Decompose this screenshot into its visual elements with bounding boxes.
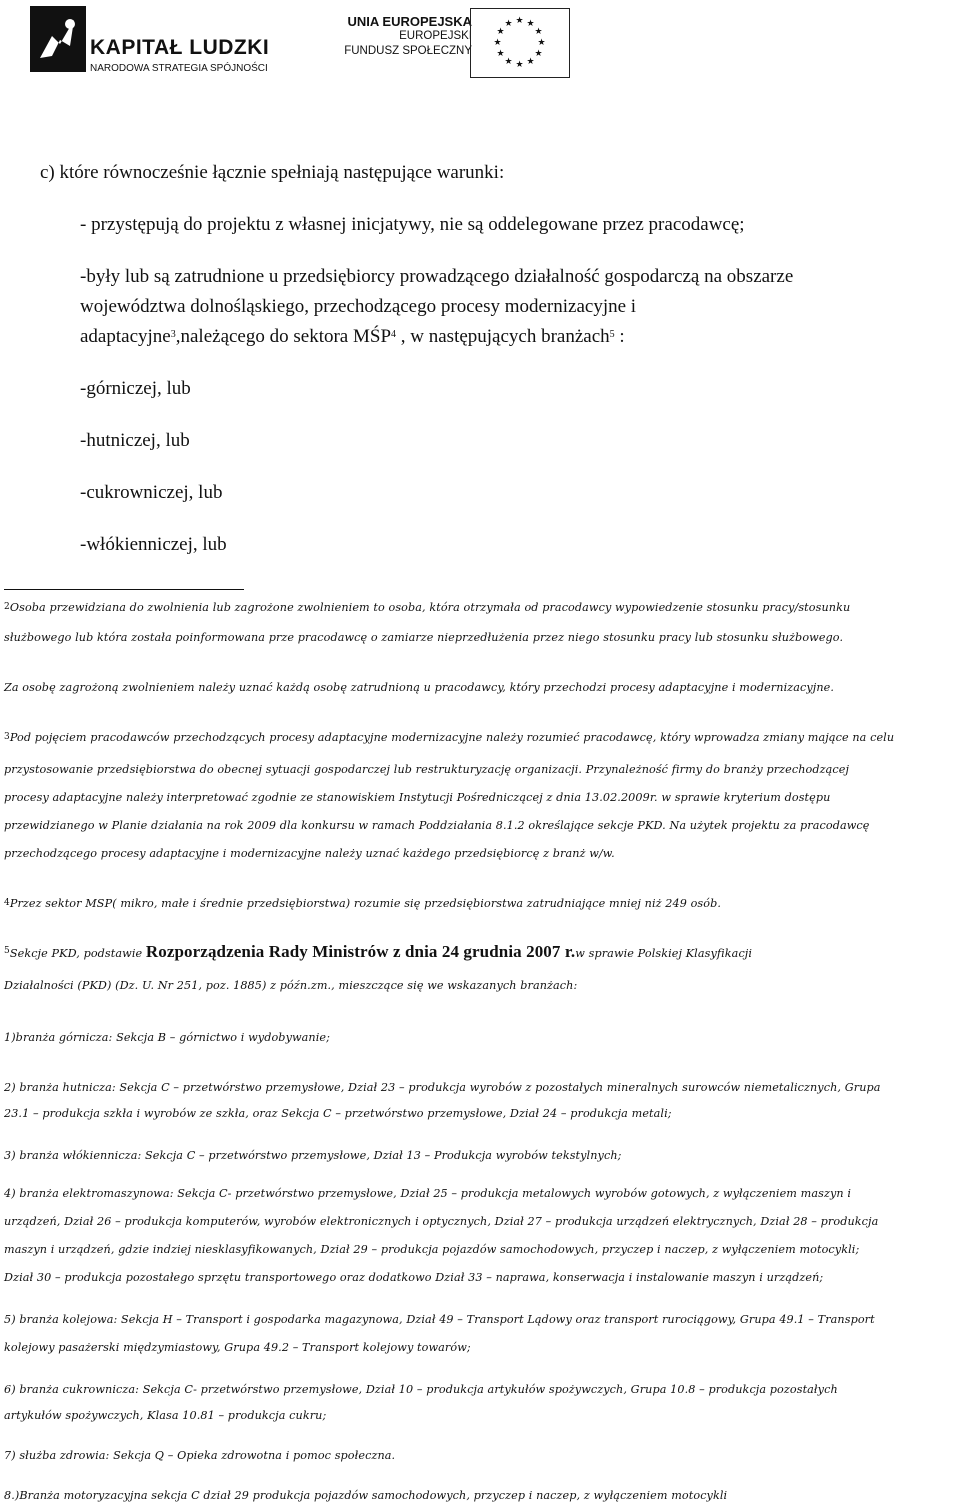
- kapital-ludzki-subtitle: NARODOWA STRATEGIA SPÓJNOŚCI: [90, 63, 268, 74]
- svg-text:★: ★: [534, 27, 543, 37]
- svg-text:★: ★: [537, 38, 546, 48]
- branch-mining: -górniczej, lub: [80, 378, 191, 399]
- branch-item-5-line-a: 5) branża kolejowa: Sekcja H – Transport i gospodarka magazynowa, Dział 49 – Transport Lądowy oraz transport rurociągowy, Grupa 49.1 – Transport: [4, 1313, 875, 1326]
- branch-item-4-line-a: 4) branża elektromaszynowa: Sekcja C- przetwórstwo przemysłowe, Dział 25 – produkcja metalowych wyrobów gotowych, z wyłączeniem maszyn i: [4, 1187, 852, 1200]
- kapital-ludzki-logo: [30, 6, 270, 76]
- eu-line-1: UNIA EUROPEJSKA: [347, 14, 472, 29]
- branch-item-5-line-b: kolejowy pasażerski międzymiastowy, Grupa 49.2 – Transport kolejowy towarów;: [4, 1341, 471, 1354]
- condition-c-heading: c) które równocześnie łącznie spełniają następujące warunki:: [40, 162, 505, 183]
- footnote-3-line-5: przechodzącego procesy adaptacyjne i modernizacyjne należy uznać każdego przedsiębiorcę z branż w/w.: [4, 847, 615, 860]
- kapital-ludzki-emblem: [30, 6, 86, 72]
- branch-item-2-line-b: 23.1 – produkcja szkła i wyrobów ze szkła, oraz Sekcja C – przetwórstwo przemysłowe, Dział 24 – produkcja metali;: [4, 1107, 672, 1120]
- footnote-2-line-1: $^2$Osoba przewidziana do zwolnienia lub zagrożone zwolnieniem to osoba, która otrzymała od pracodawcy wypowiedzenie stosunku pracy/stosunku: [4, 601, 851, 614]
- footnote-separator: [4, 589, 244, 590]
- footnote-3-line-1: $^3$Pod pojęciem pracodawców przechodzących procesy adaptacyjne modernizacyjne należy rozumieć pracodawcę, który wprowadza zmiany mające na celu: [4, 731, 895, 744]
- footnote-ref-4[interactable]: 4: [391, 329, 397, 340]
- svg-text:★: ★: [526, 19, 535, 29]
- branch-item-7: 7) służba zdrowia: Sekcja Q – Opieka zdrowotna i pomoc społeczna.: [4, 1449, 396, 1462]
- footnote-3-line-2: przystosowanie przedsiębiorstwa do obecnej sytuacji gospodarczej lub restrukturyzację organizacji. Przynależność firmy do branży przechodzącej: [4, 763, 850, 776]
- eu-flag-icon: [470, 8, 570, 78]
- kapital-ludzki-title: KAPITAŁ LUDZKI: [90, 36, 270, 59]
- footnote-5-line-2: Działalności (PKD) (Dz. U. Nr 251, poz. 1885) z późn.zm., mieszczące się we wskazanych branżach:: [4, 979, 578, 992]
- branch-item-2-line-a: 2) branża hutnicza: Sekcja C – przetwórstwo przemysłowe, Dział 23 – produkcja wyrobów z pozostałych mineralnych surowców niemetalicznych, Grupa: [4, 1081, 881, 1094]
- branch-item-8: 8.)Branża motoryzacyjna sekcja C dział 29 produkcja pojazdów samochodowych, przyczep i naczep, z wyłączeniem motocykli: [4, 1489, 728, 1502]
- branch-item-6-line-a: 6) branża cukrownicza: Sekcja C- przetwórstwo przemysłowe, Dział 10 – produkcja artykułów spożywczych, Grupa 10.8 – produkcja pozostałych: [4, 1383, 838, 1396]
- branch-item-6-line-b: artykułów spożywczych, Klasa 10.81 – produkcja cukru;: [4, 1409, 327, 1422]
- svg-text:★: ★: [496, 27, 505, 37]
- svg-text:★: ★: [515, 16, 524, 26]
- branch-item-4-line-b: urządzeń, Dział 26 – produkcja komputerów, wyrobów elektronicznych i optycznych, Dział 27 – produkcja urządzeń elektrycznych, Dział 28 – produkcja: [4, 1215, 879, 1228]
- eu-line-3: FUNDUSZ SPOŁECZNY: [344, 45, 472, 57]
- footnote-3-line-4: przewidzianego w Planie działania na rok 2009 dla konkursu w ramach Poddziałania 8.1.2 określające sekcje PKD. Na użytek projektu za pracodawcę: [4, 819, 870, 832]
- condition-2-line-c: adaptacyjne$^3$,należącego do sektora MŚP$^4$ , w następujących branżach$^5$ :: [80, 326, 625, 347]
- branch-item-1: 1)branża górnicza: Sekcja B – górnictwo i wydobywanie;: [4, 1031, 331, 1044]
- branch-item-3: 3) branża włókiennicza: Sekcja C – przetwórstwo przemysłowe, Dział 13 – Produkcja wyrobów tekstylnych;: [4, 1149, 622, 1162]
- eu-line-2: EUROPEJSKI: [399, 30, 472, 42]
- branch-item-4-line-c: maszyn i urządzeń, gdzie indziej niesklasyfikowanych, Dział 29 – produkcja pojazdów samochodowych, przyczep i naczep, z wyłączeniem motocykli;: [4, 1243, 860, 1256]
- svg-text:★: ★: [493, 38, 502, 48]
- branch-sugar: -cukrowniczej, lub: [80, 482, 223, 503]
- footnote-ref-5[interactable]: 5: [609, 329, 615, 340]
- svg-text:★: ★: [496, 49, 505, 59]
- footnote-2-line-3: Za osobę zagrożoną zwolnieniem należy uznać każdą osobę zatrudnioną u pracodawcy, który przechodzi procesy adaptacyjne i modernizacyjne.: [4, 681, 835, 694]
- branch-metallurgy: -hutniczej, lub: [80, 430, 190, 451]
- branch-textile: -włókienniczej, lub: [80, 534, 227, 555]
- footnote-2-line-2: służbowego lub która została poinformowana prze pracodawcę o zamiarze nieprzedłużenia przez niego stosunku pracy lub stosunku służbowego.: [4, 631, 844, 644]
- condition-2-line-a: -były lub są zatrudnione u przedsiębiorcy prowadzącego działalność gospodarczą na obszarze: [80, 266, 794, 287]
- svg-text:★: ★: [504, 57, 513, 67]
- eu-fund-text: [332, 14, 472, 59]
- branch-item-4-line-d: Dział 30 – produkcja pozostałego sprzętu transportowego oraz dodatkowo Dział 33 – naprawa, konserwacja i instalowanie maszyn i urządzeń;: [4, 1271, 824, 1284]
- footnote-4: $^4$Przez sektor MSP( mikro, małe i średnie przedsiębiorstwa) rozumie się przedsiębiorstwa zatrudniające mniej niż 249 osób.: [4, 897, 722, 910]
- svg-text:★: ★: [534, 49, 543, 59]
- footnote-5-line-1: $^5$Sekcje PKD, podstawie Rozporządzenia Rady Ministrów z dnia 24 grudnia 2007 r.w sprawie Polskiej Klasyfikacji: [4, 942, 753, 961]
- svg-text:★: ★: [515, 60, 524, 70]
- footnote-ref-3[interactable]: 3: [170, 329, 176, 340]
- svg-text:★: ★: [526, 57, 535, 67]
- condition-1: - przystępują do projektu z własnej inicjatywy, nie są oddelegowane przez pracodawcę;: [80, 214, 745, 235]
- condition-2-line-b: województwa dolnośląskiego, przechodzącego procesy modernizacyjne i: [80, 296, 637, 317]
- footnote-3-line-3: procesy adaptacyjne należy interpretować zgodnie ze stanowiskiem Instytucji Pośredniczącej z dnia 13.02.2009r. w sprawie kryterium dostępu: [4, 791, 831, 804]
- svg-text:★: ★: [504, 19, 513, 29]
